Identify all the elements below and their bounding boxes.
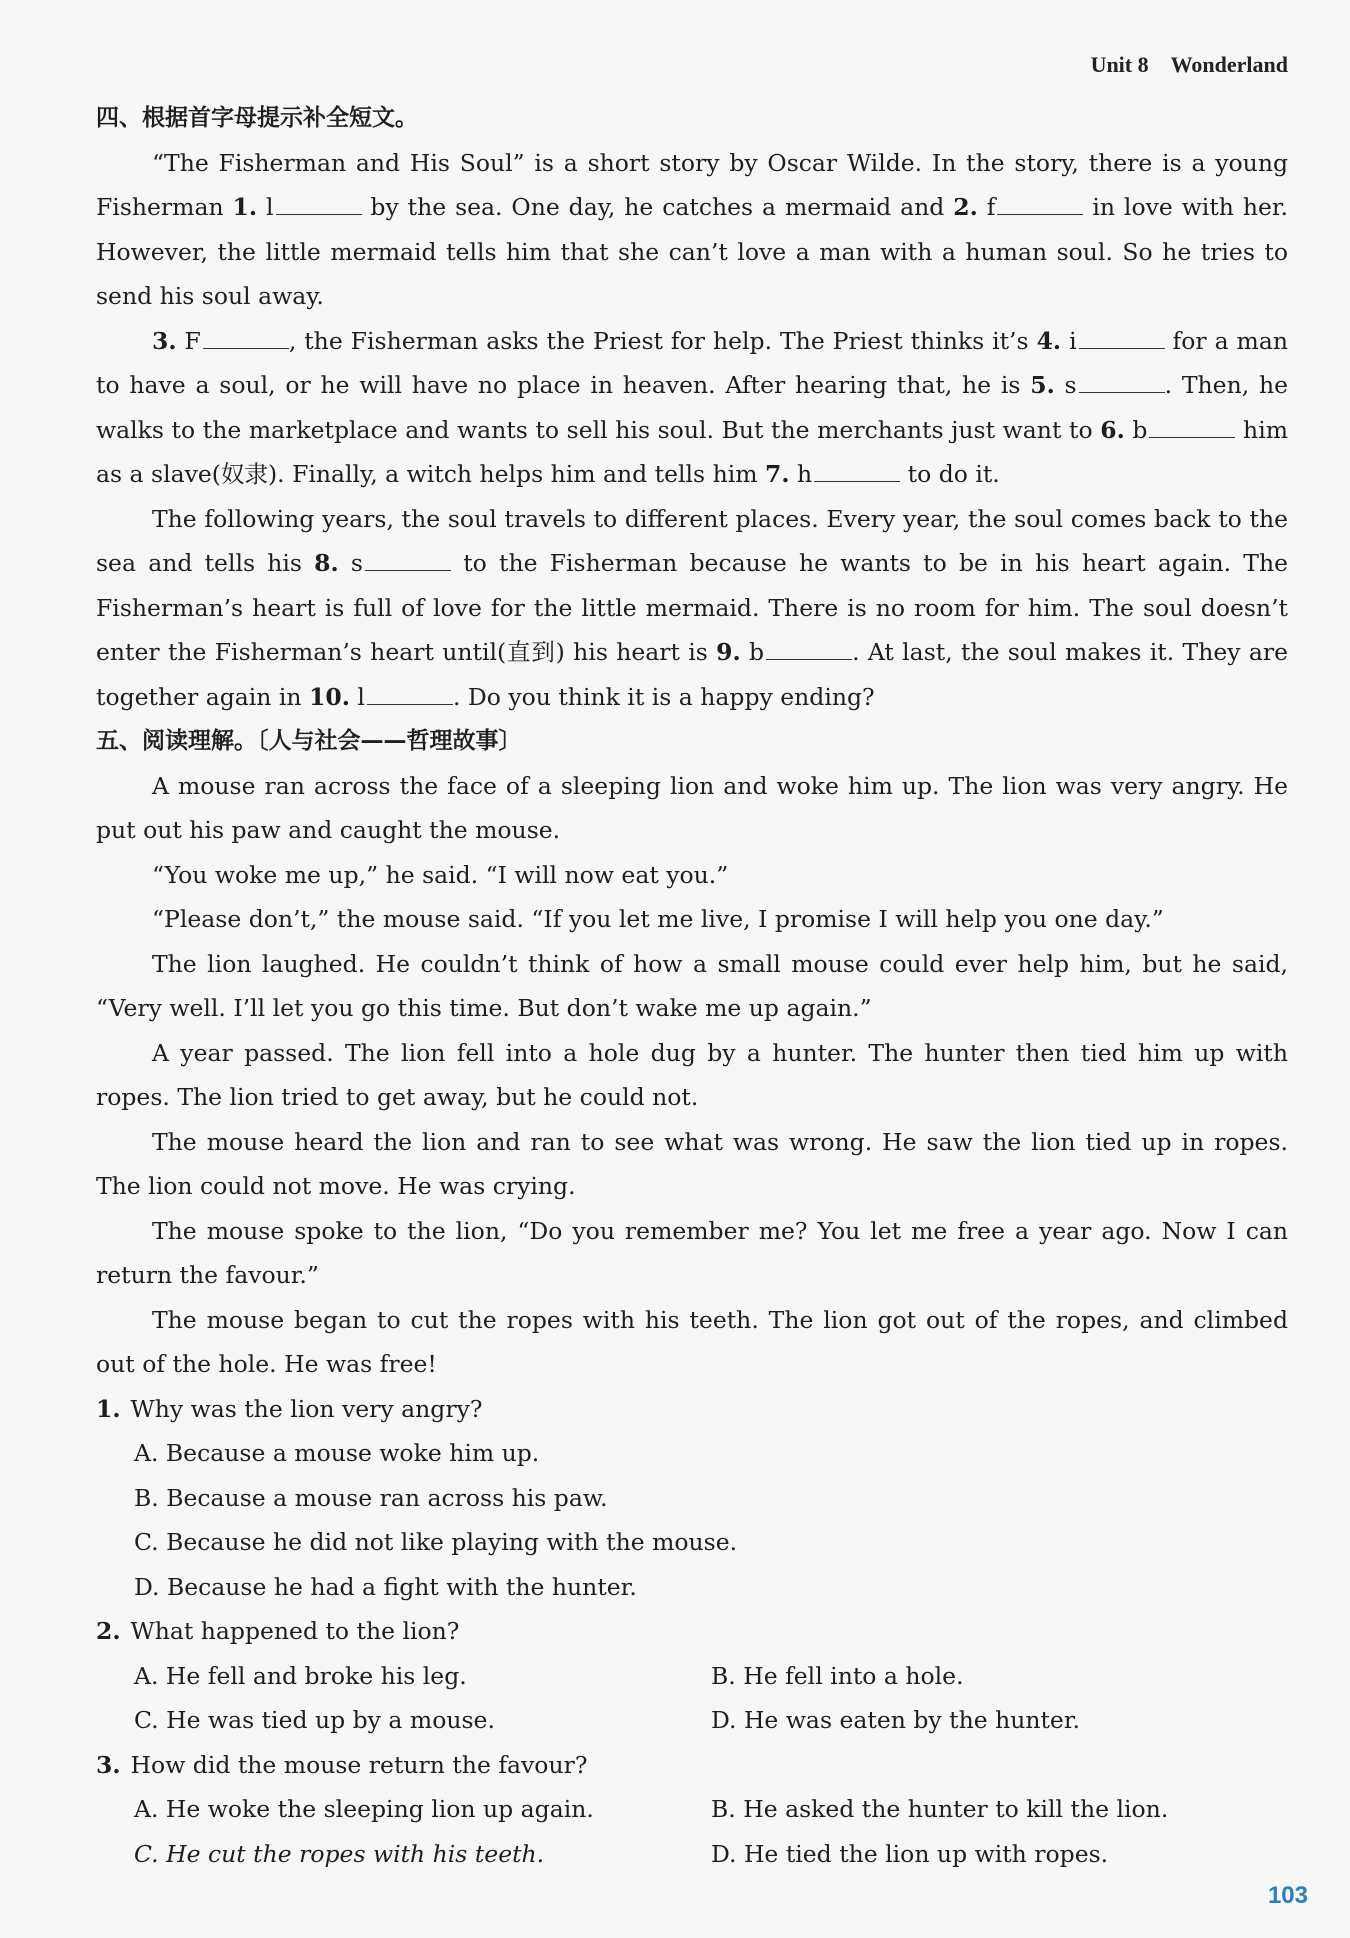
question-number: 3. xyxy=(96,1750,121,1779)
option-d[interactable]: D. Because he had a fight with the hunter. xyxy=(134,1572,637,1601)
blank-number: 10. xyxy=(309,682,350,711)
story-paragraph: The lion laughed. He couldn’t think of how a small mouse could ever help him, but he said, “Very well. I’ll let you go this time. But don’t wake me up again.” xyxy=(96,949,1288,1022)
blank-line[interactable] xyxy=(367,684,453,705)
text-run: to do it. xyxy=(900,460,1000,488)
text-run: . Then, he walks to the marketplace and wants to sell his soul. But the merchants just want to xyxy=(96,371,1288,444)
text-run: in love with her. However, the little mermaid tells him that she can’t love a man with a human soul. So he tries to send his soul away. xyxy=(96,193,1288,310)
initial-letter: b xyxy=(1124,415,1148,444)
question-number: 2. xyxy=(96,1617,121,1645)
blank-line[interactable] xyxy=(814,461,900,482)
text-run: to the Fisherman because he wants to be in his heart again. The Fisherman’s heart is full of love for the little mermaid. There is no room for him. The soul doesn’t enter the Fisherman’s heart until(直到) his heart is xyxy=(96,549,1288,666)
question-text: How did the mouse return the favour? xyxy=(130,1750,588,1779)
initial-letter: l xyxy=(257,193,274,221)
option-a[interactable]: A. Because a mouse woke him up. xyxy=(134,1439,540,1467)
cloze-paragraph-2 xyxy=(96,319,1288,497)
initial-letter: s xyxy=(338,549,363,577)
blank-number: 5. xyxy=(1030,371,1055,399)
question-text: Why was the lion very angry? xyxy=(130,1394,483,1423)
blank-line[interactable] xyxy=(203,328,289,349)
blank-line[interactable] xyxy=(1149,417,1235,438)
blank-number: 8. xyxy=(314,549,339,577)
blank-line[interactable] xyxy=(276,194,362,215)
story-paragraph: A mouse ran across the face of a sleeping lion and woke him up. The lion was very angry. He put out his paw and caught the mouse. xyxy=(96,771,1288,844)
section-4-title: 四、根据首字母提示补全短文。 xyxy=(96,105,418,131)
question-text: What happened to the lion? xyxy=(130,1617,460,1645)
text-run: him as a slave(奴隶). Finally, a witch helps him and tells him xyxy=(96,415,1288,488)
text-run: for a man to have a soul, or he will have no place in heaven. After hearing that, he is xyxy=(96,326,1288,399)
option-b[interactable]: B. Because a mouse ran across his paw. xyxy=(134,1483,608,1512)
blank-number: 1. xyxy=(232,193,258,221)
cloze-paragraph-3 xyxy=(96,497,1288,720)
question-3 xyxy=(96,1743,1288,1877)
question-2 xyxy=(96,1609,1288,1743)
blank-number: 3. xyxy=(152,326,177,355)
initial-letter: i xyxy=(1061,326,1077,355)
option-c[interactable]: C. Because he did not like playing with the mouse. xyxy=(134,1528,738,1556)
option-b[interactable]: B. He asked the hunter to kill the lion. xyxy=(711,1795,1169,1823)
blank-number: 7. xyxy=(765,460,790,488)
text-run: . At last, the soul makes it. They are together again in xyxy=(96,638,1288,711)
initial-letter: l xyxy=(349,682,365,711)
initial-letter: h xyxy=(789,460,813,488)
section-5-title: 五、阅读理解。〔人与社会——哲理故事〕 xyxy=(96,728,522,754)
option-c[interactable]: C. He was tied up by a mouse. xyxy=(134,1706,495,1734)
blank-number: 4. xyxy=(1036,326,1062,355)
initial-letter: s xyxy=(1054,371,1077,399)
text-run: The following years, the soul travels to different places. Every year, the soul comes back to the sea and tells his xyxy=(96,504,1288,577)
blank-line[interactable] xyxy=(997,194,1083,215)
blank-line[interactable] xyxy=(1079,372,1165,393)
options-list xyxy=(96,1787,1288,1876)
blank-line[interactable] xyxy=(1079,328,1165,349)
question-number: 1. xyxy=(96,1394,121,1423)
question-1 xyxy=(96,1387,1288,1610)
story-paragraph: The mouse began to cut the ropes with his teeth. The lion got out of the ropes, and climbed out of the hole. He was free! xyxy=(96,1305,1288,1378)
options-list xyxy=(96,1431,1288,1609)
option-a[interactable]: A. He woke the sleeping lion up again. xyxy=(134,1795,594,1823)
story-paragraph: “You woke me up,” he said. “I will now eat you.” xyxy=(152,860,729,889)
blank-line[interactable] xyxy=(365,550,451,571)
cloze-paragraph-1 xyxy=(96,141,1288,319)
initial-letter: b xyxy=(740,638,765,666)
blank-number: 6. xyxy=(1100,415,1125,444)
story-paragraph: The mouse spoke to the lion, “Do you remember me? You let me free a year ago. Now I can return the favour.” xyxy=(96,1216,1288,1289)
unit-label: Unit 8 xyxy=(1090,52,1149,77)
initial-letter: f xyxy=(977,193,996,221)
story-paragraph: “Please don’t,” the mouse said. “If you let me live, I promise I will help you one day.” xyxy=(152,905,1164,933)
blank-line[interactable] xyxy=(766,639,852,660)
text-run: “The Fisherman and His Soul” is a short story by Oscar Wilde. In the story, there is a young Fisherman xyxy=(96,148,1288,221)
text-run: . Do you think it is a happy ending? xyxy=(452,682,875,711)
text-run: by the sea. One day, he catches a mermaid and xyxy=(361,193,954,221)
blank-number: 2. xyxy=(953,193,978,221)
option-c[interactable]: C. He cut the ropes with his teeth. xyxy=(134,1839,545,1868)
option-a[interactable]: A. He fell and broke his leg. xyxy=(134,1661,467,1690)
text-run: , the Fisherman asks the Priest for help. The Priest thinks it’s xyxy=(288,326,1037,355)
unit-title: Wonderland xyxy=(1170,52,1288,77)
running-header xyxy=(1091,52,1288,78)
page-number: 103 xyxy=(1267,1882,1308,1909)
initial-letter: F xyxy=(176,326,201,355)
options-list xyxy=(96,1654,1288,1743)
page-content xyxy=(96,96,1288,1876)
option-d[interactable]: D. He was eaten by the hunter. xyxy=(711,1706,1080,1734)
story-paragraph: The mouse heard the lion and ran to see what was wrong. He saw the lion tied up in ropes. The lion could not move. He was crying. xyxy=(96,1127,1288,1200)
option-b[interactable]: B. He fell into a hole. xyxy=(711,1661,964,1690)
option-d[interactable]: D. He tied the lion up with ropes. xyxy=(711,1839,1109,1868)
story-paragraph: A year passed. The lion fell into a hole dug by a hunter. The hunter then tied him up with ropes. The lion tried to get away, but he could not. xyxy=(96,1038,1288,1111)
blank-number: 9. xyxy=(716,638,741,666)
